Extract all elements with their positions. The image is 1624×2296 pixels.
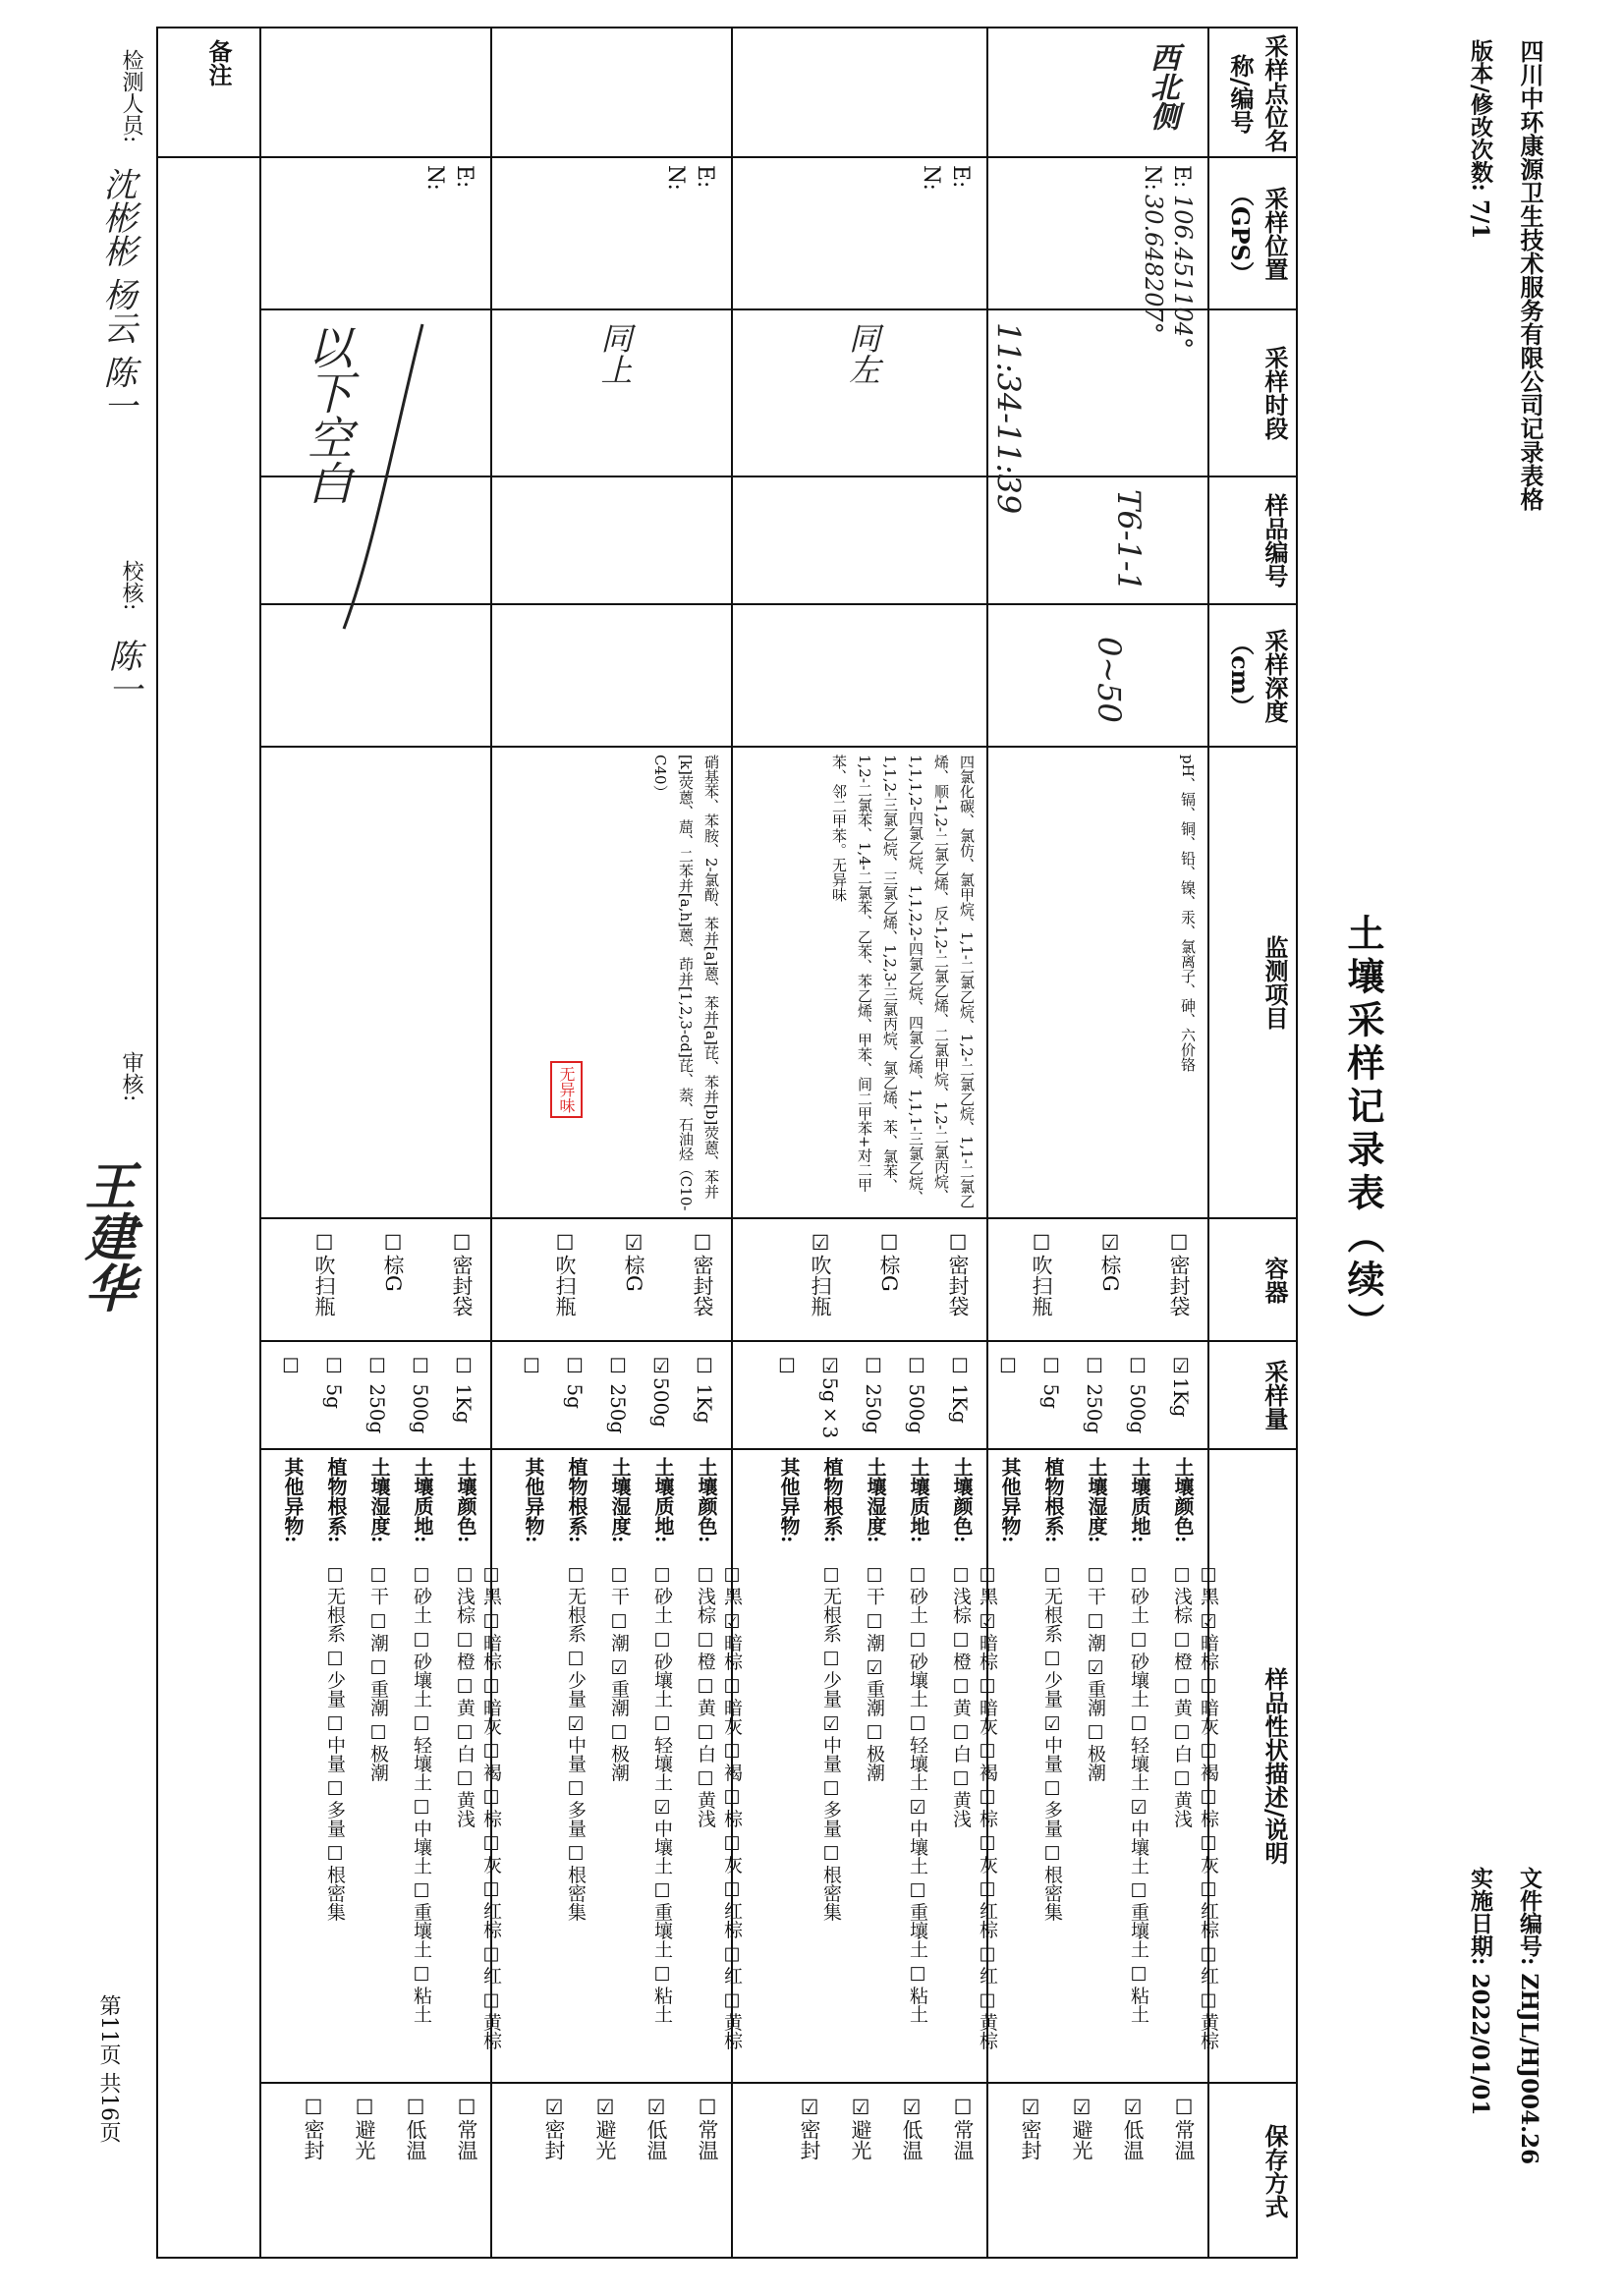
desc-label: 其他异物: xyxy=(777,1457,801,1543)
container-option: ☐密封袋 xyxy=(691,1231,714,1316)
amount-option: ☐ xyxy=(520,1354,543,1377)
effective-date-v: 实施日期: 2022/01/01 xyxy=(1467,1867,1493,2116)
storage-option: ☐常温 xyxy=(951,2096,975,2160)
hdr-gps: 采样位置（GPS） xyxy=(1226,182,1289,285)
file-number-v: 文件编号: ZHJL/HJ004.26 xyxy=(1516,1867,1542,2165)
container-option: ☐棕G xyxy=(877,1231,901,1292)
storage-option: ☐避光 xyxy=(353,2096,376,2160)
storage-option: ☑避光 xyxy=(593,2096,617,2160)
desc-label: 土壤湿度: xyxy=(367,1457,391,1543)
storage-option: ☐低温 xyxy=(404,2096,427,2160)
storage-option: ☐密封 xyxy=(302,2096,325,2160)
amount-option: ☐ xyxy=(279,1354,303,1377)
desc-text: ☐无根系 ☐少量 ☑中量 ☐多量 ☐根密集 xyxy=(1041,1565,1063,1922)
reviewer-name: 王建华 xyxy=(76,1159,136,1313)
monitoring-items: 硝基苯、苯胺、2-氯酚、苯并[a]蒽、苯并[a]芘、苯并[b]荧蒽、苯并[k]荧蒽、䓛、二苯并[a,h]蒽、茚并[1,2,3-cd]芘、萘、石油烃（C10-C40） xyxy=(651,755,720,1211)
desc-label: 土壤湿度: xyxy=(864,1457,887,1543)
container-option: ☑棕G xyxy=(1098,1231,1122,1292)
amount-option: ☐ 250g xyxy=(862,1354,885,1434)
monitoring-items: pH、镉、铜、铅、镍、汞、氯离子、砷、六价铬 xyxy=(1179,755,1197,1072)
amount-option: ☐ 250g xyxy=(1083,1354,1106,1434)
page-number: 第11页 共16页 xyxy=(96,1994,121,2143)
gps-e-label: E: xyxy=(693,165,717,189)
gps-n-label: N: xyxy=(919,165,943,191)
storage-option: ☑低温 xyxy=(1121,2096,1145,2160)
monitoring-items: 四氯化碳、氯仿、氯甲烷、1,1-二氯乙烷、1,2-二氯乙烷、1,1-二氯乙烯、顺-1,2-二氯乙烯、反-1,2-二氯乙烯、二氯甲烷、1,2-二氯丙烷、1,1,1,2-四氯乙烷、1,1,2,2-四氯乙烷、四氯乙烯、1,1,1-三氯乙烷、1,1,2-三氯乙烷、三氯乙烯、1,2,3-三氯丙烷、氯乙烯、苯、氯苯、1,2-二氯苯、1,4-二氯苯、乙苯、苯乙烯、甲苯、间二甲苯+对二甲苯、邻二甲苯。无异味 xyxy=(830,755,976,1208)
amount-option: ☐ 5g xyxy=(322,1354,346,1409)
hdr-amount: 采样量 xyxy=(1260,1360,1289,1430)
desc-label: 其他异物: xyxy=(998,1457,1022,1543)
monitoring-items xyxy=(268,755,483,1216)
hdr-storage: 保存方式 xyxy=(1260,2124,1289,2218)
gps-n-label: N: xyxy=(422,165,447,191)
desc-text: ☐黑 ☑暗棕 ☐暗灰 ☐褐 ☐棕 ☐灰 ☐红棕 ☐红 ☐黄棕 ☐浅棕 ☐橙 ☐黄 ☐白 ☐黄浅 xyxy=(1171,1565,1219,2050)
desc-label: 植物根系: xyxy=(324,1457,348,1543)
depth: 0~50 xyxy=(1091,637,1128,723)
desc-text: ☐黑 ☑暗棕 ☐暗灰 ☐褐 ☐棕 ☐灰 ☐红棕 ☐红 ☐黄棕 ☐浅棕 ☐橙 ☐黄 ☐白 ☐黄浅 xyxy=(950,1565,998,2050)
desc-text: ☐干 ☐潮 ☑重潮 ☐极潮 xyxy=(864,1565,885,1782)
storage-option: ☐常温 xyxy=(455,2096,478,2160)
amount-option: ☐ 250g xyxy=(606,1354,630,1434)
desc-label: 植物根系: xyxy=(565,1457,588,1543)
hdr-sample-no: 样品编号 xyxy=(1260,493,1289,588)
table-row xyxy=(732,28,998,2258)
amount-option: ☐ 1Kg xyxy=(452,1354,476,1424)
desc-text: ☐干 ☐潮 ☐重潮 ☐极潮 xyxy=(367,1565,389,1782)
storage-option: ☑密封 xyxy=(1019,2096,1042,2160)
storage-option: ☑避光 xyxy=(849,2096,872,2160)
hdr-point: 采样点位名称/编号 xyxy=(1226,34,1289,152)
gps-e-label: E: xyxy=(1169,165,1194,189)
storage-option: ☑避光 xyxy=(1070,2096,1093,2160)
point-name: 西北侧 xyxy=(1145,42,1179,131)
desc-label: 土壤颜色: xyxy=(695,1457,718,1543)
hdr-period: 采样时段 xyxy=(1260,346,1289,440)
desc-text: ☐砂土 ☐砂壤土 ☐轻壤土 ☑中壤土 ☐重壤土 ☐粘土 xyxy=(1128,1565,1149,2024)
container-option: ☑吹扫瓶 xyxy=(809,1231,832,1316)
hdr-description: 样品性状描述/说明 xyxy=(1260,1667,1289,1865)
amount-option: ☑1Kg xyxy=(1169,1354,1193,1418)
gps-e-label: E: xyxy=(948,165,973,189)
container-option: ☐密封袋 xyxy=(450,1231,474,1316)
desc-label: 土壤质地: xyxy=(1128,1457,1151,1543)
tester-label: 检测人员: xyxy=(119,49,143,143)
storage-option: ☑低温 xyxy=(900,2096,924,2160)
storage-option: ☑低温 xyxy=(644,2096,668,2160)
table-row xyxy=(987,28,1219,2258)
desc-text: ☐无根系 ☐少量 ☑中量 ☐多量 ☐根密集 xyxy=(565,1565,587,1922)
desc-label: 土壤颜色: xyxy=(1171,1457,1195,1543)
company-header-v: 四川中环康源卫生技术服务有限公司记录表格 xyxy=(1516,39,1544,511)
tester-names: 沈彬彬 杨云 陈一 xyxy=(97,167,137,422)
desc-label: 土壤湿度: xyxy=(608,1457,632,1543)
period: 同左 xyxy=(844,322,881,385)
desc-label: 植物根系: xyxy=(820,1457,844,1543)
sample-no: T6-1-1 xyxy=(1110,489,1148,592)
amount-option: ☐ xyxy=(775,1354,799,1377)
desc-label: 土壤质地: xyxy=(907,1457,930,1543)
storage-option: ☐常温 xyxy=(696,2096,719,2160)
amount-option: ☐ 250g xyxy=(365,1354,389,1434)
container-option: ☐密封袋 xyxy=(946,1231,970,1316)
desc-text: ☐无根系 ☐少量 ☑中量 ☐多量 ☐根密集 xyxy=(820,1565,842,1922)
gps-n-value: 30.648207° xyxy=(1140,195,1167,334)
hdr-depth: 采样深度（cm） xyxy=(1226,628,1289,723)
reviewer-label: 审核: xyxy=(119,1051,143,1102)
amount-option: ☐ 1Kg xyxy=(948,1354,972,1424)
hdr-items: 监测项目 xyxy=(1260,935,1289,1030)
checker-name: 陈一 xyxy=(102,639,141,705)
desc-label: 土壤质地: xyxy=(651,1457,675,1543)
amount-option: ☐ xyxy=(996,1354,1020,1377)
version-header-v: 版本/修改次数: 7/1 xyxy=(1467,39,1493,240)
desc-label: 土壤质地: xyxy=(411,1457,434,1543)
hdr-container: 容器 xyxy=(1260,1256,1289,1304)
storage-option: ☐常温 xyxy=(1172,2096,1196,2160)
form-title-v: 土壤采样记录表（续） xyxy=(1341,914,1385,1346)
desc-text: ☐砂土 ☐砂壤土 ☐轻壤土 ☑中壤土 ☐重壤土 ☐粘土 xyxy=(651,1565,673,2024)
desc-text: ☐砂土 ☐砂壤土 ☐轻壤土 ☑中壤土 ☐重壤土 ☐粘土 xyxy=(907,1565,928,2024)
desc-text: ☐干 ☐潮 ☑重潮 ☐极潮 xyxy=(608,1565,630,1782)
container-option: ☐吹扫瓶 xyxy=(312,1231,336,1316)
amount-option: ☐ 5g xyxy=(563,1354,587,1409)
desc-text: ☐黑 ☐暗棕 ☐暗灰 ☐褐 ☐棕 ☐灰 ☐红棕 ☐红 ☐黄棕 ☐浅棕 ☐橙 ☐黄 ☐白 ☐黄浅 xyxy=(454,1565,502,2050)
period: 11:34-11:39 xyxy=(989,322,1028,515)
red-stamp: 无异味 xyxy=(550,1061,583,1118)
gps-e-label: E: xyxy=(452,165,476,189)
desc-label: 其他异物: xyxy=(281,1457,305,1543)
remarks-label: 备注 xyxy=(204,39,233,86)
checker-label: 校核: xyxy=(119,560,143,611)
desc-text: ☐无根系 ☐少量 ☐中量 ☐多量 ☐根密集 xyxy=(324,1565,346,1922)
desc-text: ☐砂土 ☐砂壤土 ☐轻壤土 ☐中壤土 ☐重壤土 ☐粘土 xyxy=(411,1565,432,2024)
gps-n-label: N: xyxy=(663,165,688,191)
amount-option: ☑5g×3 xyxy=(818,1354,842,1439)
storage-option: ☑密封 xyxy=(798,2096,821,2160)
desc-label: 土壤颜色: xyxy=(454,1457,477,1543)
desc-label: 土壤湿度: xyxy=(1085,1457,1108,1543)
container-option: ☐棕G xyxy=(381,1231,405,1292)
period: 同上 xyxy=(595,322,634,385)
container-option: ☐吹扫瓶 xyxy=(553,1231,577,1316)
storage-option: ☑密封 xyxy=(542,2096,566,2160)
amount-option: ☐ 1Kg xyxy=(693,1354,716,1424)
desc-text: ☐黑 ☑暗棕 ☐暗灰 ☐褐 ☐棕 ☐灰 ☐红棕 ☐红 ☐黄棕 ☐浅棕 ☐橙 ☐黄 ☐白 ☐黄浅 xyxy=(695,1565,743,2050)
amount-option: ☐ 5g xyxy=(1039,1354,1063,1409)
desc-label: 植物根系: xyxy=(1041,1457,1065,1543)
handwritten-blank-note: 以下空白 xyxy=(301,324,354,505)
amount-option: ☐ 500g xyxy=(1126,1354,1149,1434)
container-option: ☑棕G xyxy=(622,1231,645,1292)
desc-label: 土壤颜色: xyxy=(950,1457,974,1543)
container-option: ☐密封袋 xyxy=(1167,1231,1191,1316)
amount-option: ☑500g xyxy=(649,1354,673,1428)
gps-e-value: 106.451104° xyxy=(1169,195,1197,350)
gps-n-label: N: xyxy=(1140,165,1164,191)
container-option: ☐吹扫瓶 xyxy=(1030,1231,1053,1316)
table-row xyxy=(491,28,743,2258)
desc-text: ☐干 ☐潮 ☑重潮 ☐极潮 xyxy=(1085,1565,1106,1782)
amount-option: ☐ 500g xyxy=(409,1354,432,1434)
amount-option: ☐ 500g xyxy=(905,1354,928,1434)
desc-label: 其他异物: xyxy=(522,1457,545,1543)
